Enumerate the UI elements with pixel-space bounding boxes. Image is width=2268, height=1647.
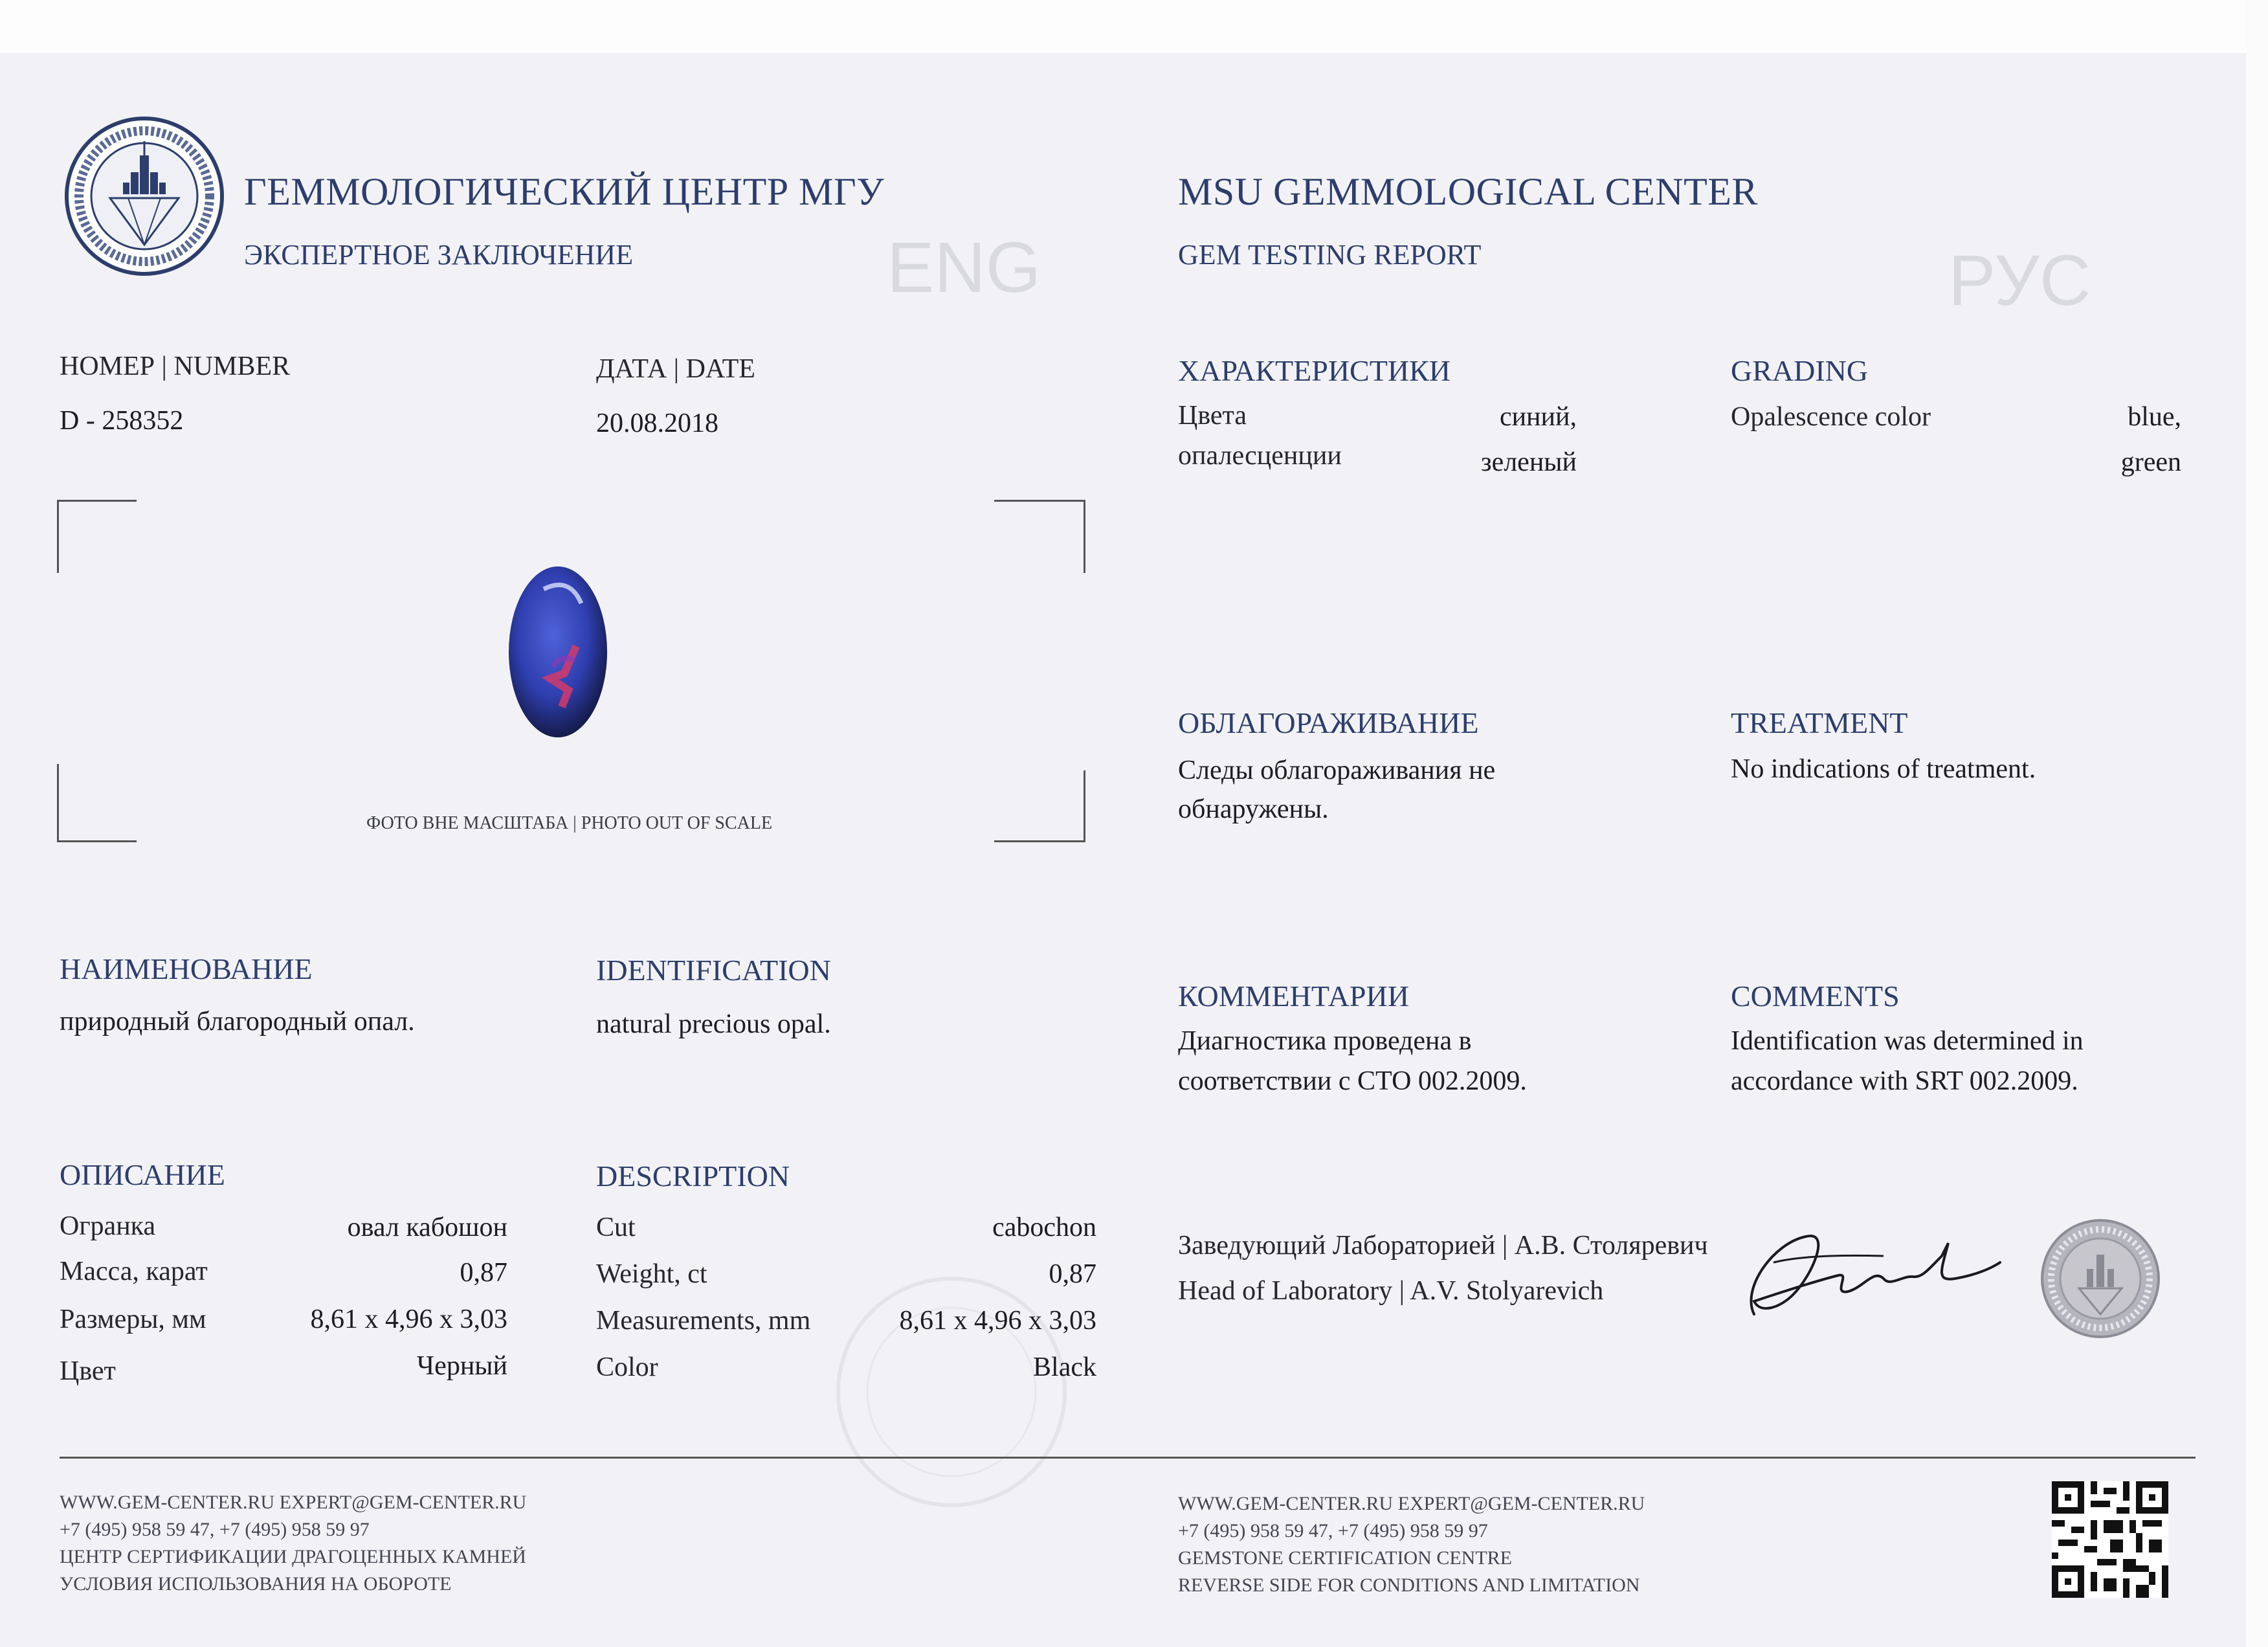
footer-right-line: REVERSE SIDE FOR CONDITIONS AND LIMITATION: [1178, 1574, 1640, 1596]
photo-frame-corner-tl: [57, 500, 137, 573]
signatory-ru: Заведующий Лабораторией | А.В. Столяревич: [1178, 1231, 1708, 1260]
treatment-value-en: No indications of treatment.: [1731, 754, 2036, 784]
signatory-en: Head of Laboratory | A.V. Stolyarevich: [1178, 1276, 1604, 1306]
photo-frame-corner-bl: [57, 764, 137, 842]
desc-en-value: 0,87: [1049, 1259, 1096, 1289]
photo-frame-corner-tr: [994, 500, 1085, 573]
number-label: НОМЕР | NUMBER: [60, 352, 291, 381]
footer-right-line: GEMSTONE CERTIFICATION CENTRE: [1178, 1547, 1512, 1569]
treatment-label-ru: ОБЛАГОРАЖИВАНИЕ: [1178, 706, 1479, 739]
certificate-sheet: [0, 53, 2246, 1647]
footer-left-line: WWW.GEM-CENTER.RU EXPERT@GEM-CENTER.RU: [60, 1492, 527, 1513]
handwritten-signature: [1735, 1217, 2007, 1327]
grading-label-en: GRADING: [1731, 354, 1869, 387]
desc-ru-value: 0,87: [460, 1258, 507, 1288]
desc-ru-key: Масса, карат: [60, 1257, 208, 1286]
desc-en-value: cabochon: [992, 1213, 1096, 1242]
treatment-value-ru-line2: обнаружены.: [1178, 794, 1329, 824]
desc-ru-key: Размеры, мм: [60, 1305, 206, 1334]
footer-right-line: WWW.GEM-CENTER.RU EXPERT@GEM-CENTER.RU: [1178, 1493, 1645, 1514]
desc-ru-value: Черный: [416, 1351, 507, 1381]
desc-en-value: 8,61 x 4,96 x 3,03: [899, 1306, 1096, 1336]
grading-key-ru-line1: Цвета: [1178, 401, 1247, 431]
opal-photo: [505, 563, 612, 741]
description-label-ru: ОПИСАНИЕ: [60, 1158, 225, 1191]
comments-value-en-line2: accordance with SRT 002.2009.: [1731, 1066, 2078, 1096]
laboratory-seal: [2039, 1217, 2162, 1340]
desc-en-value: Black: [1033, 1352, 1096, 1382]
footer-left-line: УСЛОВИЯ ИСПОЛЬЗОВАНИЯ НА ОБОРОТЕ: [60, 1573, 452, 1595]
watermark-right: РУС: [1948, 241, 2091, 320]
desc-en-key: Measurements, mm: [596, 1306, 811, 1336]
date-value: 20.08.2018: [596, 409, 718, 438]
footer-left-line: ЦЕНТР СЕРТИФИКАЦИИ ДРАГОЦЕННЫХ КАМНЕЙ: [60, 1546, 526, 1567]
report-title-en: GEM TESTING REPORT: [1178, 239, 1482, 271]
msu-gem-center-logo: [63, 115, 225, 277]
photo-caption: ФОТО ВНЕ МАСШТАБА | PHOTO OUT OF SCALE: [366, 813, 773, 833]
desc-en-key: Color: [596, 1352, 658, 1382]
desc-ru-value: 8,61 x 4,96 x 3,03: [310, 1305, 507, 1334]
identification-value-ru: природный благородный опал.: [60, 1007, 415, 1036]
grading-value-ru-line2: зеленый: [1480, 447, 1577, 477]
report-title-ru: ЭКСПЕРТНОЕ ЗАКЛЮЧЕНИЕ: [244, 239, 634, 271]
footer-divider: [60, 1457, 2196, 1459]
treatment-value-ru-line1: Следы облагораживания не: [1178, 756, 1496, 785]
desc-ru-key: Цвет: [60, 1356, 116, 1386]
identification-label-en: IDENTIFICATION: [596, 954, 831, 987]
qr-code: [2052, 1481, 2168, 1598]
comments-value-en-line1: Identification was determined in: [1731, 1026, 2084, 1056]
desc-ru-value: овал кабошон: [347, 1213, 507, 1242]
comments-value-ru-line1: Диагностика проведена в: [1178, 1026, 1472, 1056]
desc-en-key: Weight, ct: [596, 1259, 707, 1289]
grading-value-en-line2: green: [2120, 447, 2181, 477]
treatment-label-en: TREATMENT: [1731, 706, 1908, 739]
org-name-en: MSU GEMMOLOGICAL CENTER: [1178, 170, 1758, 213]
scan-margin-right: [2246, 0, 2268, 1647]
grading-label-ru: ХАРАКТЕРИСТИКИ: [1178, 354, 1451, 387]
description-label-en: DESCRIPTION: [596, 1160, 790, 1193]
date-label: ДАТА | DATE: [596, 354, 755, 384]
number-value: D - 258352: [60, 406, 184, 436]
grading-value-en-line1: blue,: [2128, 402, 2181, 432]
photo-frame-corner-br: [994, 770, 1085, 842]
footer-right: [1178, 1490, 1645, 1599]
identification-label-ru: НАИМЕНОВАНИЕ: [60, 952, 313, 985]
comments-value-ru-line2: соответствии с СТО 002.2009.: [1178, 1066, 1527, 1096]
grading-value-ru-line1: синий,: [1499, 402, 1577, 432]
footer-left: [60, 1489, 526, 1598]
grading-key-ru-line2: опалесценции: [1178, 441, 1342, 471]
org-name-ru: ГЕММОЛОГИЧЕСКИЙ ЦЕНТР МГУ: [244, 170, 885, 213]
footer-left-line: +7 (495) 958 59 47, +7 (495) 958 59 97: [60, 1519, 370, 1540]
desc-ru-key: Огранка: [60, 1211, 156, 1241]
desc-en-key: Cut: [596, 1213, 636, 1242]
footer-right-line: +7 (495) 958 59 47, +7 (495) 958 59 97: [1178, 1520, 1488, 1541]
identification-value-en: natural precious opal.: [596, 1009, 831, 1039]
watermark-center: ENG: [887, 228, 1041, 308]
grading-key-en: Opalescence color: [1731, 402, 1931, 432]
comments-label-ru: КОММЕНТАРИИ: [1178, 980, 1409, 1013]
comments-label-en: COMMENTS: [1731, 980, 1900, 1013]
scan-margin-top: [0, 0, 2268, 53]
